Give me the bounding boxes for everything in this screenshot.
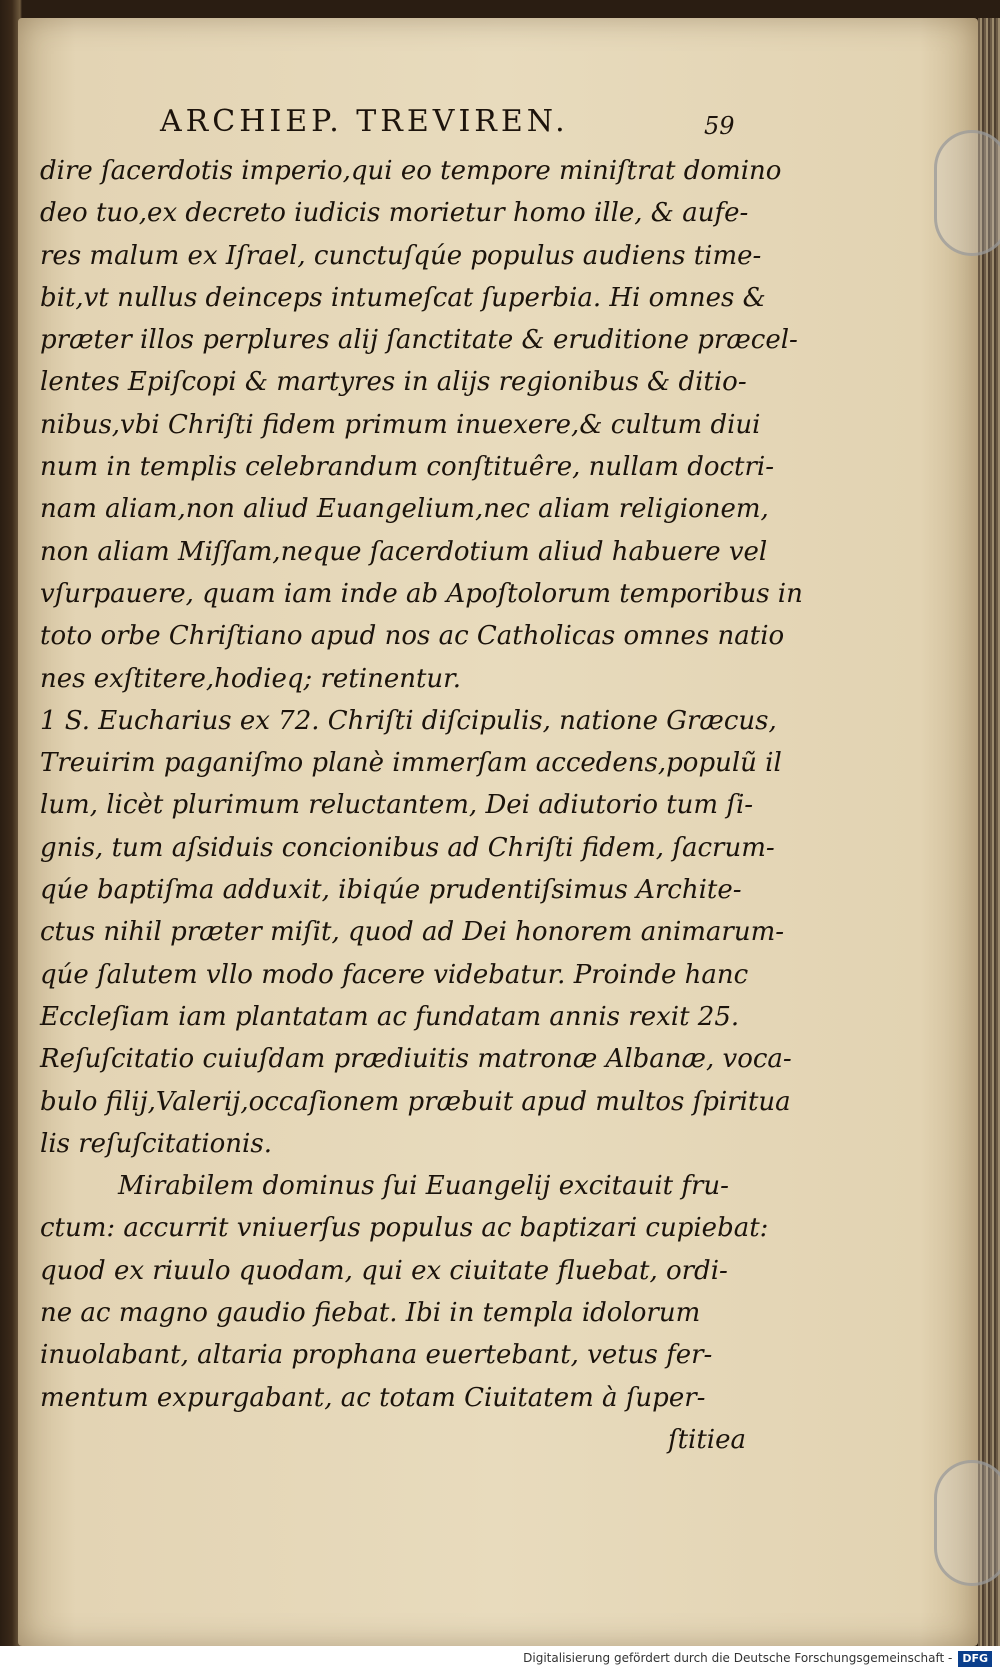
footer-credit: Digitalisierung gefördert durch die Deutsche Forschungsgemeinschaft - (523, 1651, 953, 1665)
text-line: Eccleſiam iam plantatam ac fundatam annis rexit 25. (40, 1001, 740, 1032)
text-line: Treuirim paganiſmo planè immerſam accedens,populũ il (40, 748, 782, 779)
text-line: ſtitiea (667, 1424, 746, 1455)
footer-bar (0, 1646, 1000, 1671)
text-line: toto orbe Chriſtiano apud nos ac Catholicas omnes natio (40, 621, 785, 652)
body-text (40, 150, 803, 1461)
text-line: lis reſuſcitationis. (40, 1128, 272, 1159)
text-line: nes exſtitere,hodieq; retinentur. (40, 663, 461, 694)
text-line: 1 S. Eucharius ex 72. Chriſti diſcipulis, natione Græcus, (40, 705, 777, 736)
text-line: lentes Epiſcopi & martyres in alijs regionibus & ditio- (40, 367, 747, 398)
text-line: Reſuſcitatio cuiuſdam prædiuitis matronæ Albanæ, voca- (40, 1044, 792, 1075)
text-line: inuolabant, altaria prophana euertebant, vetus fer- (40, 1340, 713, 1371)
text-line: ne ac magno gaudio fiebat. Ibi in templa idolorum (40, 1298, 701, 1329)
text-line: qúe ſalutem vllo modo facere videbatur. Proinde hanc (40, 959, 749, 990)
text-line: nibus,vbi Chriſti fidem primum inuexere,& cultum diui (40, 409, 761, 440)
page-edges (978, 18, 1000, 1646)
text-line: præter illos perplures alij ſanctitate & eruditione præcel- (40, 325, 798, 356)
running-title: ARCHIEP. TREVIREN. (160, 104, 569, 139)
text-line: Mirabilem dominus ſui Euangelij excitauit fru- (118, 1171, 729, 1202)
text-line: ctus nihil præter miſit, quod ad Dei honorem animarum- (40, 917, 785, 948)
dfg-logo: DFG (958, 1651, 992, 1667)
text-line: num in templis celebrandum conſtituêre, nullam doctri- (40, 452, 775, 483)
text-line: ctum: accurrit vniuerſus populus ac baptizari cupiebat: (40, 1213, 769, 1244)
page-clip-top (934, 130, 1000, 256)
text-line: qúe baptiſma adduxit, ibiqúe prudentiſsimus Archite- (40, 875, 742, 906)
text-line: mentum expurgabant, ac totam Ciuitatem à ſuper- (40, 1382, 706, 1413)
text-line: deo tuo,ex decreto iudicis morietur homo ille, & aufe- (40, 198, 749, 229)
text-line: dire ſacerdotis imperio,qui eo tempore miniſtrat domino (40, 156, 782, 186)
text-line: bulo filij,Valerij,occaſionem præbuit apud multos ſpiritua (40, 1086, 791, 1117)
text-line: lum, licèt plurimum reluctantem, Dei adiutorio tum ſi- (40, 790, 754, 821)
text-line: gnis, tum aſsiduis concionibus ad Chriſti fidem, ſacrum- (40, 832, 775, 863)
text-line: nam aliam,non aliud Euangelium,nec aliam religionem, (40, 494, 769, 525)
text-line: quod ex riuulo quodam, qui ex ciuitate fluebat, ordi- (40, 1255, 728, 1286)
text-line: non aliam Miſſam,neque ſacerdotium aliud habuere vel (40, 536, 768, 567)
text-line: bit,vt nullus deinceps intumeſcat ſuperbia. Hi omnes & (40, 282, 766, 313)
page-clip-bottom (934, 1460, 1000, 1586)
text-line: res malum ex Iſrael, cunctuſqúe populus audiens time- (40, 240, 762, 271)
text-line: vſurpauere, quam iam inde ab Apoſtolorum temporibus in (40, 578, 803, 609)
page-number: 59 (704, 112, 735, 140)
